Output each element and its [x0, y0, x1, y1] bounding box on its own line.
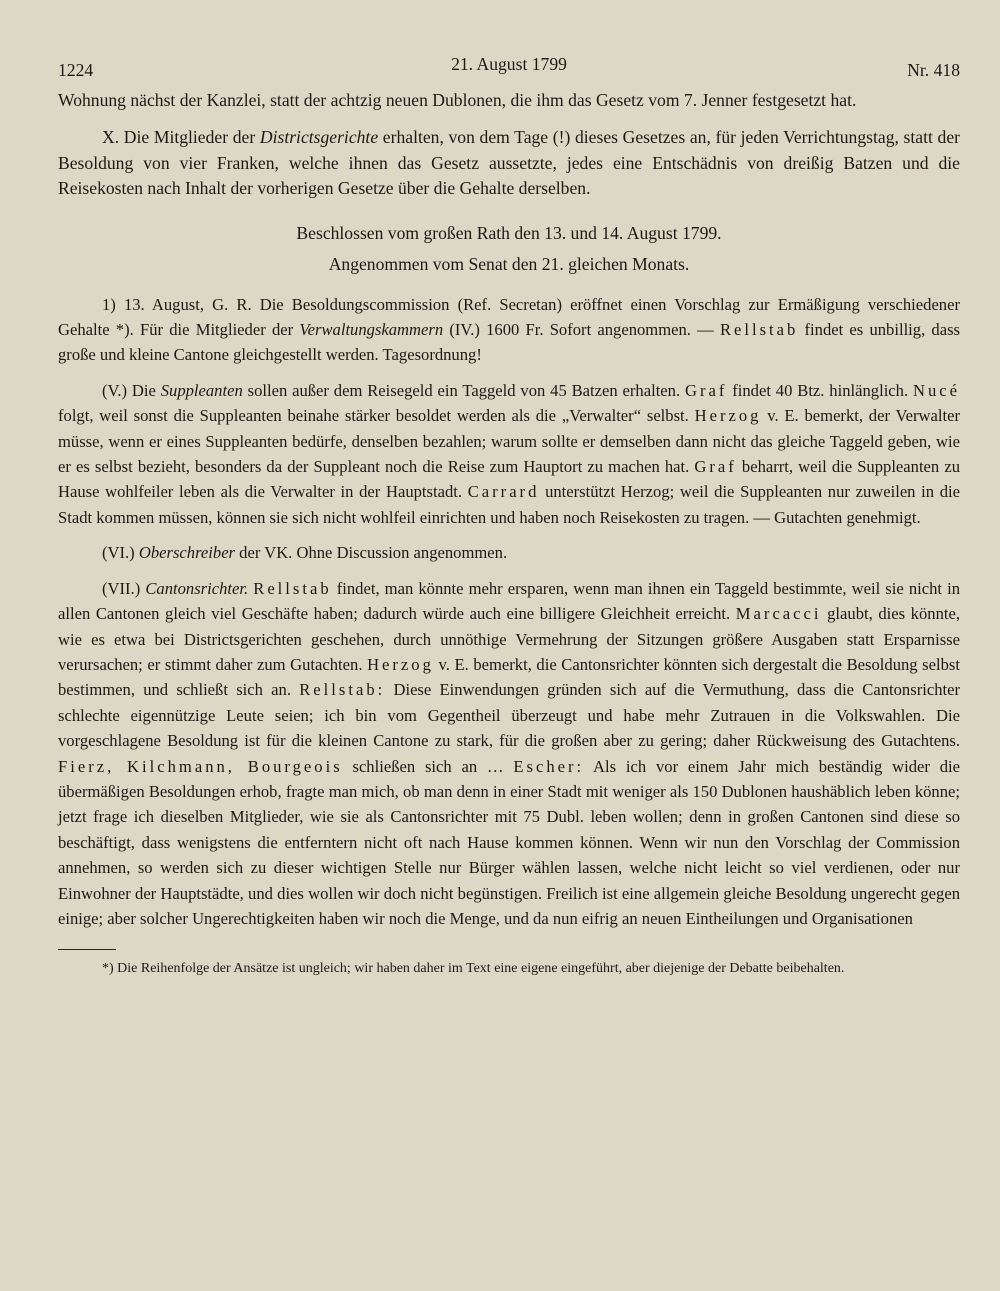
italic-term: Cantonsrichter.	[145, 578, 249, 598]
speaker-name: Graf	[694, 457, 737, 477]
italic-term: Verwaltungskammern	[299, 320, 444, 340]
speaker-name: Rellstab	[719, 320, 799, 340]
article-x-italic: Districtsgerichte	[259, 127, 379, 148]
speaker-name: Herzog	[694, 406, 762, 426]
text: findet, man könnte mehr ersparen, wenn man ihnen ein Taggeld bestimmte, weil sie nicht in allen Cantonen gleich viel Geschäfte haben; dadurch würde auch eine billigere Gleichheit erreicht.	[58, 578, 961, 624]
text: v. E. bemerkt, die Cantonsrichter könnten sich dergestalt die Besoldung selbst bestimmen, und schließt sich an.	[58, 654, 960, 700]
text: glaubt, dies könnte, wie es etwa bei Districtsgerichten geschehen, durch unnöthige Vermehrung der Sitzungen größere Ausgaben statt Ersparnisse verursachen; er stimmt daher zum Gutachten.	[58, 604, 960, 674]
text: v. E. bemerkt, der Verwalter müsse, wenn er eines Suppleanten bedürfe, denselben bezahlen; warum sollte er demselben dann nicht das gleiche Taggeld geben, wie er es selbst bezieht, besonders da der Suppleant noch die Reise zum Hauptort zu machen hat.	[58, 406, 960, 477]
article-x	[58, 125, 960, 201]
speaker-name: Rellstab	[253, 578, 332, 598]
text: unterstützt Herzog; weil die Suppleanten nur zuweilen in die Stadt kommen müssen, können sie sich nicht wohlfeil einrichten und haben noch Reisekosten zu tragen. — Gutachten genehmigt.	[58, 482, 961, 527]
text: Diese Einwendungen gründen sich auf die Vermuthung, dass die Cantonsrichter schlechte eigennützige Leute seien; ich bin vom Gegentheil überzeugt und habe mehr Zutrauen in die Volkswahlen. Die vorgeschlagene Besoldung ist für die kleinen Cantone zu stark, für die großen aber zu gering; daher Rückweisung des Gutachtens.	[58, 680, 960, 751]
running-header	[58, 54, 960, 88]
text: Als ich vor einem Jahr mich beständig wider die übermäßigen Besoldungen erhob, fragte man mich, ob man denn in einer Stadt mit weniger als 150 Dublonen haushäblich leben könne; jetzt frage ich dieselben Mitglieder, wie sie als Cantonsrichter mit 75 Dubl. leben wollen; denn in großen Cantonen sind diese so beschäftigt, dass wenigstens die entferntern nicht oft nach Hause kommen können. Wenn wir nun den Vorschlag der Commission annehmen, so werden sich zu dieser wichtigen Stelle nur Bürger wählen lassen, welche nicht leicht so viel verdienen, oder nur Einwohner der Hauptstädte, und dies wollen wir doch nicht begünstigen. Freilich ist eine allgemein gleiche Besoldung ungerecht gegen einige; aber solcher Ungerechtigkeiten haben wir noch die Menge, und da nun eifrig an neuen Eintheilungen und Organisationen	[58, 756, 960, 928]
text: (V.) Die	[102, 380, 161, 400]
italic-term: Suppleanten	[160, 380, 243, 400]
resolution-senate: Angenommen vom Senat den 21. gleichen Monats.	[328, 253, 690, 274]
text: folgt, weil sonst die Suppleanten beinahe stärker besoldet werden als die „Verwalter“ selbst.	[58, 406, 695, 426]
footnote-rule	[58, 949, 116, 950]
paragraph-continuation: Wohnung nächst der Kanzlei, statt der achtzig neuen Dublonen, die ihm das Gesetz vom 7. Jenner festgesetzt hat.	[58, 90, 857, 110]
footnote: *) Die Reihenfolge der Ansätze ist ungleich; wir haben daher im Text eine eigene eingeführt, aber diejenige der Debatte beibehalten.	[102, 961, 845, 977]
speaker-name: Nucé	[912, 380, 960, 400]
speaker-name: Marcacci	[735, 604, 822, 624]
text: sollen außer dem Reisegeld ein Taggeld von 45 Batzen erhalten.	[242, 380, 685, 400]
header-date: 21. August 1799	[451, 54, 567, 74]
text: der VK. Ohne Discussion angenommen.	[235, 543, 508, 563]
debate-paragraph-2	[58, 378, 960, 530]
debate-paragraph-3	[58, 540, 960, 565]
text: beharrt, weil die Suppleanten zu Hause wohlfeiler leben als die Verwalter in der Hauptstadt.	[58, 457, 960, 502]
debate-paragraph-1	[58, 292, 960, 368]
speaker-name: Escher:	[513, 756, 585, 776]
speaker-name: Graf	[684, 380, 728, 400]
text: schließen sich an …	[342, 756, 514, 776]
page-number: 1224	[58, 60, 94, 80]
article-x-text-rest: erhalten, von dem Tage (!) dieses Gesetzes an, für jeden Verrichtungstag, statt der Besoldung von vier Franken, welche ihnen das Gesetz aussetzte, jedes eine Entschädnis von dreißig Batzen und die Reisekosten nach Inhalt der vorherigen Gesetze über die Gehalte derselben.	[58, 127, 960, 199]
document-number: Nr. 418	[907, 60, 960, 80]
text: findet 40 Btz. hinlänglich.	[727, 380, 913, 400]
text: 1) 13. August, G. R. Die Besoldungscommission (Ref. Secretan) eröffnet einen Vorschlag zur Ermäßigung verschiedener Gehalte *). Für die Mitglieder der	[58, 294, 960, 340]
speaker-name: Herzog	[367, 654, 434, 674]
speaker-names: Fierz, Kilchmann, Bourgeois	[58, 756, 343, 776]
text: (IV.) 1600 Fr. Sofort angenommen. —	[443, 320, 720, 340]
text: findet es unbillig, dass große und kleine Cantone gleichgestellt werden. Tagesordnung!	[58, 320, 961, 365]
speaker-name: Carrard	[467, 482, 540, 502]
article-x-text: X. Die Mitglieder der	[102, 127, 260, 148]
text: (VI.)	[102, 543, 139, 563]
text: (VII.)	[102, 578, 146, 598]
resolution-block	[58, 218, 960, 280]
speaker-name: Rellstab:	[299, 680, 386, 700]
debate-paragraph-4	[58, 576, 960, 932]
italic-term: Oberschreiber	[138, 543, 236, 563]
resolution-great-council: Beschlossen vom großen Rath den 13. und 14. August 1799.	[296, 222, 722, 243]
